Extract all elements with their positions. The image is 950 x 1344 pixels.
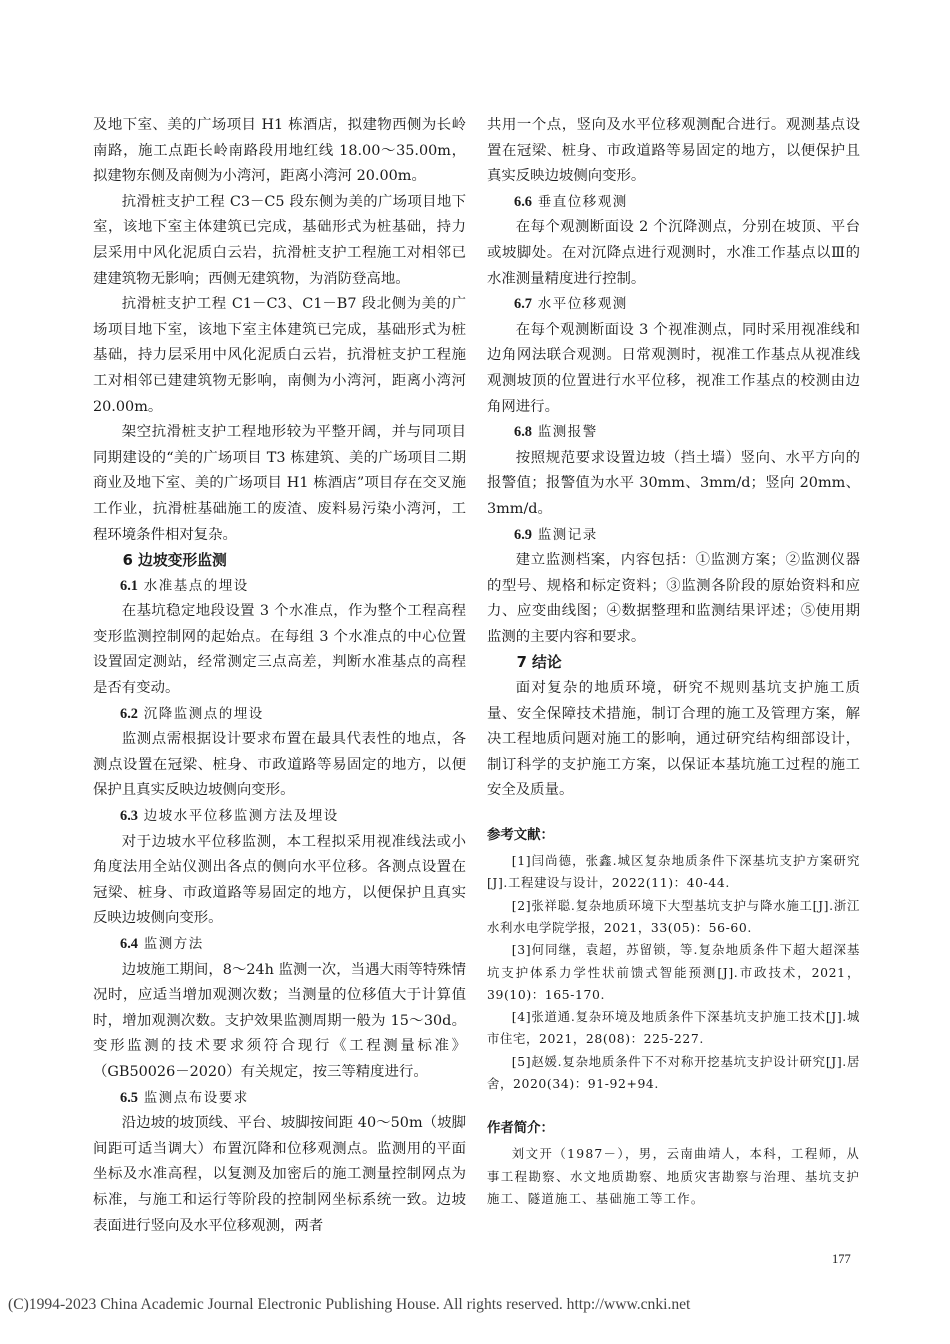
subsection-heading-6-1 <box>93 574 466 600</box>
author-title: 作者简介： <box>487 1121 554 1137</box>
paragraph: 按照规范要求设置边坡（挡土墙）竖向、水平方向的报警值；报警值为水平 30mm、3mm/d；竖向 20mm、3mm/d。 <box>487 449 860 517</box>
subsection-title: 垂直位移观测 <box>537 193 628 210</box>
reference-item: [3]何同继，袁超，苏留锁，等.复杂地质条件下超大超深基坑支护体系力学性状前馈式智能预测[J].市政技术，2021，39(10)：165-170. <box>487 942 860 1002</box>
subsection-title: 监测方法 <box>143 936 204 952</box>
subsection-heading-6-2 <box>93 702 466 728</box>
paragraph: 架空抗滑桩支护工程地形较为平整开阔，并与同项目同期建设的“美的广场项目 T3 栋建筑、美的广场项目二期商业及地下室、美的广场项目 H1 栋酒店”项目存在交叉施工作业，抗滑桩基础施工的废渣、废料易污染小湾河，工程环境条件相对复杂。 <box>93 424 466 543</box>
paragraph: 在每个观测断面设 3 个视准测点，同时采用视准线和边角网法联合观测。日常观测时，视准工作基点从视准线观测坡顶的位置进行水平位移，视准工作基点的校测由边角网进行。 <box>487 321 860 415</box>
subsection-number: 6.8 <box>514 424 532 441</box>
paragraph: 共用一个点，竖向及水平位移观测配合进行。观测基点设置在冠梁、桩身、市政道路等易固定的地方，以便保护且真实反映边坡侧向变形。 <box>487 117 860 185</box>
paragraph: 在基坑稳定地段设置 3 个水准点，作为整个工程高程变形监测控制网的起始点。在每组 3 个水准点的中心位置设置固定测站，经常测定三点高差，判断水准基点的高程是否有变动。 <box>93 603 466 697</box>
subsection-title: 监测记录 <box>537 526 598 543</box>
reference-item: [4]张道通.复杂环境及地质条件下深基坑支护施工技术[J].城市住宅，2021，28(08)：225-227. <box>487 1009 860 1047</box>
subsection-title: 水平位移观测 <box>537 296 628 313</box>
subsection-heading-6-7 <box>487 292 860 318</box>
subsection-heading-6-4 <box>93 932 466 958</box>
right-column <box>487 113 860 1210</box>
subsection-number: 6.9 <box>514 526 532 543</box>
section-heading-7: 7 结论 <box>516 654 562 672</box>
paragraph: 建立监测档案，内容包括：①监测方案；②监测仪器的型号、规格和标定资料；③监测各阶段的原始资料和应力、应变曲线图；④数据整理和监测结果评述；⑤使用期监测的主要内容和要求。 <box>487 552 860 645</box>
paragraph: 边坡施工期间，8～24h 监测一次，当遇大雨等特殊情况时，应适当增加观测次数；当测量的位移值大于计算值时，增加观测次数。支护效果监测周期一般为 15～30d。变形监测的技术要求须符合现行《工程测量标准》（GB50026－2020）有关规定，按三等精度进行。 <box>93 961 466 1080</box>
reference-item: [1]闫尚德，张鑫.城区复杂地质条件下深基坑支护方案研究[J].工程建设与设计，2022(11)：40-44. <box>487 853 860 891</box>
paragraph: 面对复杂的地质环境，研究不规则基坑支护施工质量、安全保障技术措施，制订合理的施工及管理方案，解决工程地质问题对施工的影响，通过研究结构细部设计，制订科学的支护施工方案，以保证本基坑施工过程的施工安全及质量。 <box>487 680 860 799</box>
subsection-heading-6-6 <box>487 190 860 216</box>
author-bio: 刘文开（1987－），男，云南曲靖人，本科，工程师，从事工程勘察、水文地质勘察、地质灾害勘察与治理、基坑支护施工、隧道施工、基础施工等工作。 <box>487 1146 860 1206</box>
paragraph: 及地下室、美的广场项目 H1 栋酒店，拟建物西侧为长岭南路，施工点距长岭南路段用地红线 18.00～35.00m，拟建物东侧及南侧为小湾河，距离小湾河 20.00m。 <box>93 117 466 185</box>
subsection-number: 6.7 <box>514 296 532 313</box>
subsection-heading-6-3 <box>93 804 466 830</box>
reference-item: [2]张祥聪.复杂地质环境下大型基坑支护与降水施工[J].浙江水利水电学院学报，2021，33(05)：56-60. <box>487 897 860 935</box>
subsection-title: 监测点布设要求 <box>143 1089 249 1106</box>
page-number: 177 <box>832 1252 851 1266</box>
paragraph: 抗滑桩支护工程 C3－C5 段东侧为美的广场项目地下室，该地下室主体建筑已完成，基础形式为桩基础，持力层采用中风化泥质白云岩，抗滑桩支护工程施工对相邻已建建筑物无影响；西侧无建筑物，为消防登高地。 <box>93 193 466 287</box>
subsection-title: 边坡水平位移监测方法及埋设 <box>143 808 339 825</box>
subsection-title: 水准基点的埋设 <box>143 577 249 594</box>
subsection-heading-6-9 <box>487 523 860 549</box>
subsection-heading-6-5 <box>93 1086 466 1112</box>
paragraph: 对于边坡水平位移监测，本工程拟采用视准线法或小角度法用全站仪测出各点的侧向水平位移。各测点设置在冠梁、桩身、市政道路等易固定的地方，以便保护且真实反映边坡侧向变形。 <box>93 833 466 927</box>
paragraph: 监测点需根据设计要求布置在最具代表性的地点，各测点设置在冠梁、桩身、市政道路等易固定的地方，以便保护且真实反映边坡侧向变形。 <box>93 731 466 799</box>
subsection-number: 6.6 <box>514 193 532 210</box>
reference-item: [5]赵媛.复杂地质条件下不对称开挖基坑支护设计研究[J].居舍，2020(34)：91-92+94. <box>487 1053 860 1091</box>
subsection-number: 6.1 <box>120 577 138 594</box>
subsection-number: 6.3 <box>120 808 138 825</box>
subsection-heading-6-8 <box>487 420 860 446</box>
section-heading-6: 6 边坡变形监测 <box>122 552 227 570</box>
paragraph: 抗滑桩支护工程 C1－C3、C1－B7 段北侧为美的广场项目地下室，该地下室主体建筑已完成，基础形式为桩基础，持力层采用中风化泥质白云岩，抗滑桩支护工程施工对相邻已建建筑物无影响，南侧为小湾河，距离小湾河 20.00m。 <box>93 296 466 415</box>
paragraph: 在每个观测断面设 2 个沉降测点，分别在坡顶、平台或坡脚处。在对沉降点进行观测时，水准工作基点以Ⅲ的水准测量精度进行控制。 <box>487 219 860 287</box>
left-column <box>93 113 466 1239</box>
paragraph: 沿边坡的坡顶线、平台、坡脚按间距 40～50m（坡脚间距可适当调大）布置沉降和位移观测点。监测用的平面坐标及水准高程，以复测及加密后的施工测量控制网点为标准，与施工和运行等阶段的控制网坐标系统一致。边坡表面进行竖向及水平位移观测，两者 <box>93 1115 466 1234</box>
subsection-title: 监测报警 <box>537 424 598 441</box>
subsection-number: 6.4 <box>120 936 138 952</box>
subsection-number: 6.5 <box>120 1089 138 1106</box>
subsection-number: 6.2 <box>120 705 138 722</box>
subsection-title: 沉降监测点的埋设 <box>143 705 264 722</box>
copyright-footer: (C)1994-2023 China Academic Journal Electronic Publishing House. All rights reserved. http://www.cnki.net <box>8 1296 691 1313</box>
references-title: 参考文献： <box>487 828 554 844</box>
